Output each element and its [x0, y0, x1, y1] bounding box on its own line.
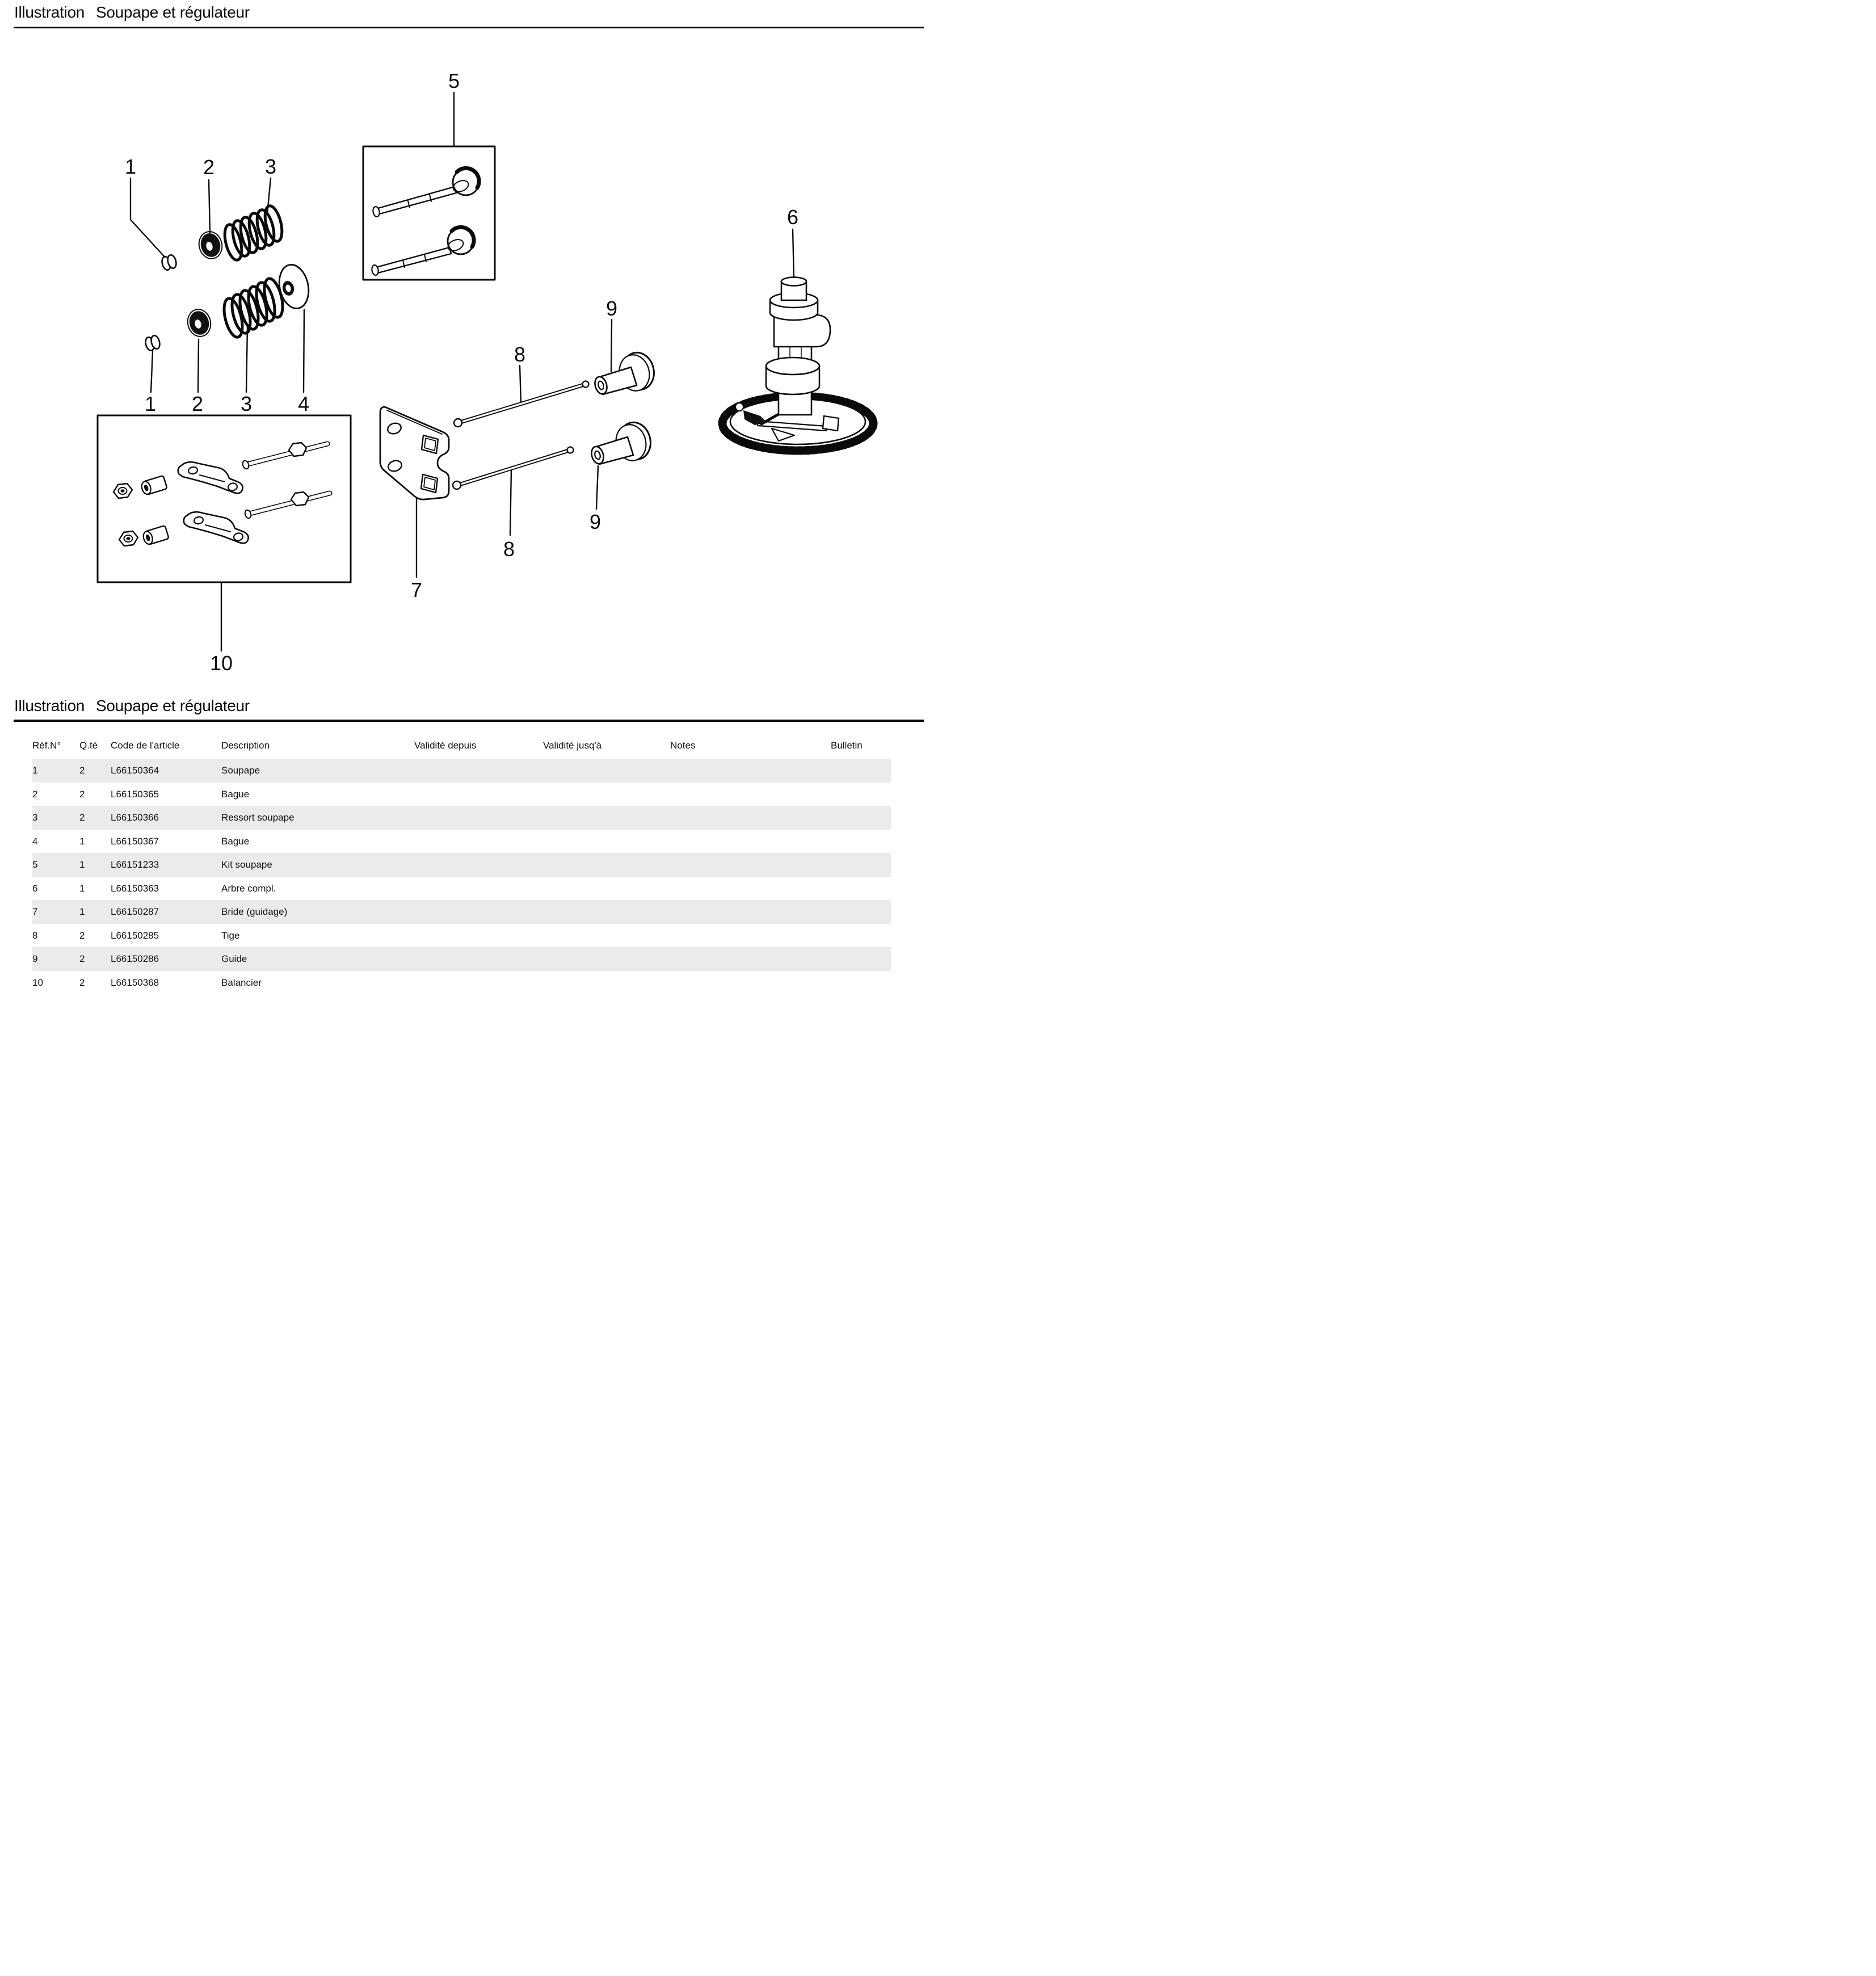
- part-number-label: 9: [605, 297, 618, 320]
- cell-qty: 1: [79, 835, 85, 847]
- part-number-label: 7: [410, 578, 423, 602]
- cell-description: Balancier: [221, 977, 262, 988]
- valve-intake: [372, 168, 479, 217]
- col-description: Description: [221, 740, 270, 751]
- spring-seat-washer-bottom: [185, 307, 213, 339]
- cell-qty: 2: [79, 812, 85, 823]
- cell-ref: 1: [32, 765, 38, 776]
- cell-code: L66150285: [111, 930, 159, 941]
- part-number-label: 2: [191, 392, 204, 415]
- part-number-label: 1: [124, 155, 137, 178]
- part-number-label: 3: [264, 155, 277, 178]
- table-row: [32, 830, 891, 854]
- cell-qty: 2: [79, 788, 85, 800]
- cell-ref: 9: [32, 953, 38, 964]
- table-row: [32, 853, 891, 877]
- cap-nut: [142, 525, 169, 545]
- cell-code: L66150363: [111, 882, 159, 894]
- cell-description: Bride (guidage): [221, 906, 288, 917]
- push-rod-bottom: [453, 447, 574, 490]
- cell-qty: 2: [79, 977, 85, 988]
- parts-table: [32, 759, 891, 988]
- cell-ref: 7: [32, 906, 38, 917]
- parts-catalog-page: [0, 0, 938, 988]
- part-number-label: 9: [589, 510, 602, 533]
- guide-bracket: [380, 407, 449, 499]
- part-number-label: 4: [297, 392, 310, 415]
- exploded-parts-diagram: [0, 31, 938, 678]
- eccentric-collar: [766, 358, 819, 394]
- push-rod-top: [454, 381, 589, 427]
- shaft-top-cap: [781, 278, 806, 301]
- part-number-label: 8: [514, 343, 526, 366]
- cell-description: Soupape: [221, 765, 260, 776]
- cell-code: L66150287: [111, 906, 159, 917]
- col-code: Code de l'article: [111, 740, 180, 751]
- section-title-name: Soupape et régulateur: [96, 697, 250, 714]
- table-row: [32, 783, 891, 806]
- cell-ref: 5: [32, 859, 38, 870]
- rod-guide-bottom: [590, 419, 654, 465]
- part-number-label: 1: [144, 392, 157, 415]
- rocker-arm: [178, 462, 243, 493]
- cell-code: L66150365: [111, 788, 159, 800]
- cell-ref: 6: [32, 882, 38, 894]
- page-title: [14, 3, 250, 22]
- part-number-label: 5: [448, 69, 460, 93]
- col-qty: Q.té: [79, 740, 98, 751]
- table-row: [32, 900, 891, 924]
- col-ref: Réf.N°: [32, 740, 61, 751]
- cell-code: L66150364: [111, 765, 159, 776]
- camshaft-gear-assembly: [722, 278, 873, 451]
- table-row: [32, 877, 891, 901]
- part-number-label: 3: [240, 392, 253, 415]
- valve-collet-bottom: [144, 335, 161, 352]
- cell-description: Bague: [221, 835, 250, 847]
- section-title-prefix: Illustration: [14, 697, 85, 714]
- cell-description: Guide: [221, 953, 247, 964]
- cell-qty: 2: [79, 930, 85, 941]
- cell-description: Kit soupape: [221, 859, 272, 870]
- cell-code: L66150368: [111, 977, 159, 988]
- valve-spring-bottom: [221, 277, 286, 339]
- cell-ref: 10: [32, 977, 43, 988]
- cell-code: L66151233: [111, 859, 159, 870]
- adjuster-stud: [244, 492, 330, 519]
- rod-guide-top: [593, 349, 658, 395]
- col-valid-from: Validité depuis: [414, 740, 477, 751]
- cell-description: Bague: [221, 788, 250, 800]
- table-row: [32, 806, 891, 830]
- page-title-prefix: Illustration: [14, 3, 85, 21]
- cell-ref: 2: [32, 788, 38, 800]
- rocker-kit-box: [98, 415, 351, 582]
- cell-ref: 8: [32, 930, 38, 941]
- valve-exhaust: [371, 227, 474, 275]
- cell-code: L66150367: [111, 835, 159, 847]
- section-title: [14, 697, 250, 715]
- cell-qty: 1: [79, 906, 85, 917]
- cell-qty: 1: [79, 859, 85, 870]
- valve-collet-top: [161, 254, 178, 271]
- hex-nut: [119, 531, 138, 546]
- section-divider: [14, 720, 924, 722]
- table-row: [32, 759, 891, 783]
- part-number-label: 8: [503, 537, 515, 561]
- cell-ref: 3: [32, 812, 38, 823]
- table-header: [32, 738, 891, 753]
- cell-code: L66150366: [111, 812, 159, 823]
- col-notes: Notes: [670, 740, 696, 751]
- spring-retainer-disc: [275, 262, 312, 312]
- cell-qty: 1: [79, 882, 85, 894]
- part-number-label: 6: [786, 205, 799, 229]
- table-row: [32, 924, 891, 948]
- title-divider: [14, 27, 924, 28]
- valve-kit-box: [363, 146, 495, 280]
- cell-qty: 2: [79, 765, 85, 776]
- part-number-label: 2: [203, 155, 215, 179]
- col-valid-to: Validité jusq'à: [543, 740, 602, 751]
- spring-seat-washer-top: [196, 229, 225, 261]
- table-row: [32, 971, 891, 989]
- cell-description: Arbre compl.: [221, 882, 276, 894]
- cell-ref: 4: [32, 835, 38, 847]
- cell-description: Tige: [221, 930, 240, 941]
- page-title-name: Soupape et régulateur: [96, 3, 250, 21]
- table-row: [32, 947, 891, 971]
- cell-description: Ressort soupape: [221, 812, 295, 823]
- valve-spring-top: [222, 204, 285, 262]
- rocker-arm: [184, 512, 249, 543]
- col-bulletin: Bulletin: [831, 740, 863, 751]
- cell-qty: 2: [79, 953, 85, 964]
- adjuster-stud: [242, 443, 327, 470]
- hex-nut: [113, 484, 132, 498]
- part-number-label: 10: [209, 651, 233, 675]
- cap-nut: [140, 476, 167, 495]
- cell-code: L66150286: [111, 953, 159, 964]
